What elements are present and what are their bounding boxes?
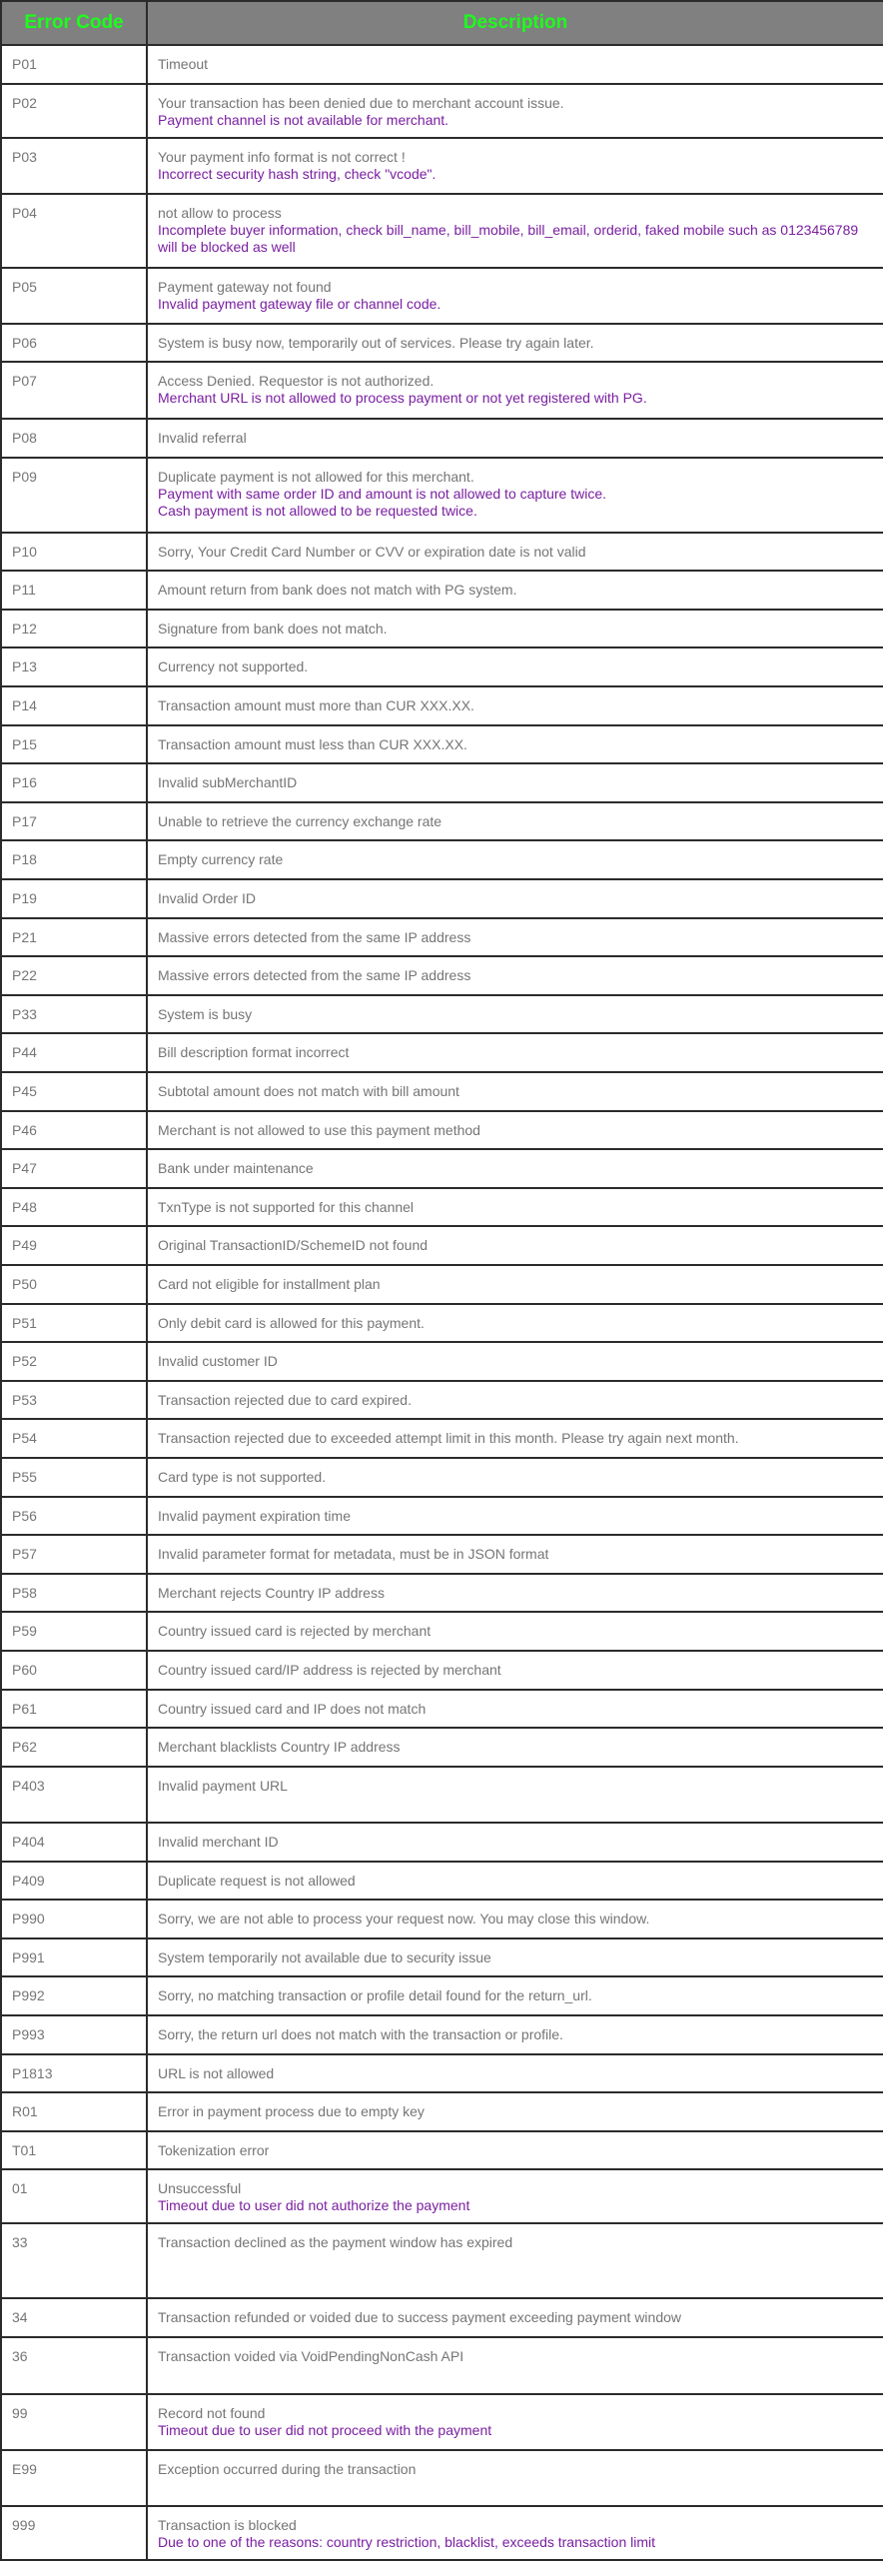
error-code-cell: P07 — [1, 362, 147, 419]
table-row — [1, 1304, 883, 1342]
error-code-cell: P60 — [1, 1651, 147, 1690]
description-detail-text: Timeout due to user did not proceed with the payment — [158, 2422, 492, 2438]
error-code-cell: P44 — [1, 1033, 147, 1072]
description-cell — [147, 647, 883, 686]
description-text: Invalid merchant ID — [158, 1834, 279, 1850]
description-cell — [147, 1823, 883, 1862]
error-code-cell: P49 — [1, 1226, 147, 1265]
error-code-cell: P404 — [1, 1823, 147, 1862]
table-row — [1, 1072, 883, 1111]
error-code-cell: P03 — [1, 138, 147, 194]
error-code-cell: P11 — [1, 571, 147, 610]
error-code-cell: P22 — [1, 956, 147, 995]
table-row — [1, 2298, 883, 2337]
description-text: Merchant is not allowed to use this payment method — [158, 1122, 480, 1138]
description-cell — [147, 956, 883, 995]
description-cell — [147, 2450, 883, 2506]
error-code-cell: P09 — [1, 458, 147, 533]
error-code-cell: P62 — [1, 1728, 147, 1767]
description-text: not allow to process — [158, 205, 282, 221]
description-text: Country issued card is rejected by merchant — [158, 1623, 432, 1639]
description-text: Country issued card and IP does not match — [158, 1701, 427, 1717]
table-row — [1, 763, 883, 802]
error-code-cell: 34 — [1, 2298, 147, 2337]
error-code-cell: P12 — [1, 610, 147, 647]
description-text: Empty currency rate — [158, 851, 284, 867]
description-text: Massive errors detected from the same IP address — [158, 967, 471, 983]
table-row — [1, 918, 883, 956]
description-text: Original TransactionID/SchemeID not found — [158, 1237, 429, 1253]
description-cell — [147, 362, 883, 419]
error-code-cell: P61 — [1, 1690, 147, 1728]
description-text: Card not eligible for installment plan — [158, 1276, 381, 1292]
table-row — [1, 1690, 883, 1728]
error-code-cell: P17 — [1, 802, 147, 840]
description-cell — [147, 2054, 883, 2092]
description-detail-text: Payment channel is not available for merchant. — [158, 112, 449, 128]
error-code-column-header: Error Code — [1, 1, 147, 45]
description-cell — [147, 2223, 883, 2298]
table-row — [1, 1823, 883, 1862]
table-row — [1, 419, 883, 458]
description-text: URL is not allowed — [158, 2065, 275, 2081]
description-text: Only debit card is allowed for this payment. — [158, 1315, 425, 1331]
error-code-cell: 36 — [1, 2337, 147, 2394]
table-row — [1, 533, 883, 571]
description-cell — [147, 1651, 883, 1690]
description-text: Transaction voided via VoidPendingNonCash API — [158, 2348, 464, 2364]
error-code-cell: P55 — [1, 1458, 147, 1497]
description-cell — [147, 2337, 883, 2394]
description-text: Transaction refunded or voided due to success payment exceeding payment window — [158, 2309, 682, 2325]
description-text: Bank under maintenance — [158, 1160, 314, 1176]
description-text: System is busy — [158, 1006, 253, 1022]
description-text: Transaction amount must less than CUR XXX.XX. — [158, 736, 467, 752]
description-cell — [147, 802, 883, 840]
error-code-cell: P33 — [1, 995, 147, 1033]
description-cell — [147, 2169, 883, 2223]
description-text: Exception occurred during the transaction — [158, 2461, 417, 2477]
error-code-cell: P51 — [1, 1304, 147, 1342]
error-code-cell: P403 — [1, 1767, 147, 1823]
description-text: Error in payment process due to empty key — [158, 2103, 425, 2119]
error-code-cell: P10 — [1, 533, 147, 571]
table-row — [1, 802, 883, 840]
description-cell — [147, 1497, 883, 1535]
description-text: Transaction declined as the payment window has expired — [158, 2234, 513, 2250]
description-cell — [147, 2506, 883, 2560]
table-row — [1, 2169, 883, 2223]
description-cell — [147, 1728, 883, 1767]
description-cell — [147, 1033, 883, 1072]
description-text: TxnType is not supported for this channel — [158, 1199, 415, 1215]
table-row — [1, 1226, 883, 1265]
description-cell — [147, 1767, 883, 1823]
table-row — [1, 1862, 883, 1900]
description-cell — [147, 1574, 883, 1612]
error-code-cell: P59 — [1, 1612, 147, 1651]
description-text: Payment gateway not found — [158, 279, 332, 295]
table-row — [1, 1342, 883, 1381]
table-row — [1, 45, 883, 84]
description-text: Subtotal amount does not match with bill amount — [158, 1083, 459, 1099]
description-cell — [147, 1342, 883, 1381]
description-text: Country issued card/IP address is rejected by merchant — [158, 1662, 501, 1678]
table-row — [1, 1149, 883, 1188]
description-text: Transaction is blocked — [158, 2517, 297, 2533]
table-row — [1, 324, 883, 362]
description-text: Unable to retrieve the currency exchange rate — [158, 813, 442, 829]
table-body — [1, 45, 883, 2560]
description-text: Invalid payment expiration time — [158, 1508, 351, 1524]
description-text: System temporarily not available due to security issue — [158, 1949, 491, 1965]
table-row — [1, 1419, 883, 1458]
description-text: Tokenization error — [158, 2142, 270, 2158]
table-row — [1, 647, 883, 686]
table-row — [1, 610, 883, 647]
table-row — [1, 2054, 883, 2092]
description-text: Merchant blacklists Country IP address — [158, 1739, 401, 1755]
description-text: Invalid customer ID — [158, 1353, 278, 1369]
error-code-cell: P991 — [1, 1938, 147, 1976]
description-cell — [147, 1072, 883, 1111]
table-row — [1, 1497, 883, 1535]
description-text: Invalid referral — [158, 430, 247, 446]
error-code-cell: P46 — [1, 1111, 147, 1149]
error-code-cell: P01 — [1, 45, 147, 84]
error-code-cell: P18 — [1, 840, 147, 879]
description-cell — [147, 1419, 883, 1458]
error-code-cell: T01 — [1, 2131, 147, 2169]
error-code-cell: P06 — [1, 324, 147, 362]
table-row — [1, 84, 883, 138]
header-row — [1, 1, 883, 45]
error-code-cell: P1813 — [1, 2054, 147, 2092]
table-row — [1, 1188, 883, 1226]
description-cell — [147, 1458, 883, 1497]
error-code-cell: P409 — [1, 1862, 147, 1900]
description-cell — [147, 1938, 883, 1976]
description-text: Sorry, no matching transaction or profile detail found for the return_url. — [158, 1987, 592, 2003]
error-code-cell: P50 — [1, 1265, 147, 1304]
description-text: Amount return from bank does not match with PG system. — [158, 582, 517, 598]
table-row — [1, 2092, 883, 2131]
error-code-cell: P993 — [1, 2015, 147, 2054]
error-code-cell: P58 — [1, 1574, 147, 1612]
description-cell — [147, 995, 883, 1033]
description-text: Invalid subMerchantID — [158, 774, 298, 790]
table-row — [1, 2450, 883, 2506]
table-row — [1, 1651, 883, 1690]
description-text: Transaction rejected due to exceeded attempt limit in this month. Please try again next month. — [158, 1430, 739, 1446]
table-row — [1, 1900, 883, 1938]
description-text: Invalid parameter format for metadata, must be in JSON format — [158, 1546, 549, 1562]
error-code-cell: P57 — [1, 1535, 147, 1574]
error-code-cell: P47 — [1, 1149, 147, 1188]
description-cell — [147, 2131, 883, 2169]
table-row — [1, 1111, 883, 1149]
description-cell — [147, 1862, 883, 1900]
description-text: Merchant rejects Country IP address — [158, 1585, 385, 1601]
table-row — [1, 1976, 883, 2015]
description-cell — [147, 2092, 883, 2131]
table-header — [1, 1, 883, 45]
error-code-cell: E99 — [1, 2450, 147, 2506]
table-row — [1, 1033, 883, 1072]
table-row — [1, 1612, 883, 1651]
description-column-header: Description — [147, 1, 883, 45]
description-cell — [147, 1690, 883, 1728]
error-code-cell: 999 — [1, 2506, 147, 2560]
description-cell — [147, 1265, 883, 1304]
description-cell — [147, 686, 883, 725]
error-code-cell: R01 — [1, 2092, 147, 2131]
description-cell — [147, 1226, 883, 1265]
table-row — [1, 1535, 883, 1574]
description-detail-text: Invalid payment gateway file or channel code. — [158, 296, 442, 312]
description-text: Card type is not supported. — [158, 1469, 327, 1485]
description-text: Sorry, we are not able to process your request now. You may close this window. — [158, 1911, 650, 1927]
table-row — [1, 879, 883, 918]
description-cell — [147, 2394, 883, 2450]
description-cell — [147, 268, 883, 324]
error-code-cell: P15 — [1, 725, 147, 763]
description-text: Currency not supported. — [158, 658, 309, 674]
description-detail-text: Incorrect security hash string, check "vcode". — [158, 166, 437, 182]
error-code-cell: P05 — [1, 268, 147, 324]
description-text: Invalid payment URL — [158, 1778, 288, 1794]
error-code-cell: P53 — [1, 1381, 147, 1419]
error-code-cell: P14 — [1, 686, 147, 725]
description-cell — [147, 84, 883, 138]
description-cell — [147, 2298, 883, 2337]
description-text: Your payment info format is not correct ! — [158, 149, 406, 165]
error-code-cell: P54 — [1, 1419, 147, 1458]
table-row — [1, 1574, 883, 1612]
table-row — [1, 1458, 883, 1497]
table-row — [1, 1728, 883, 1767]
description-cell — [147, 725, 883, 763]
table-row — [1, 194, 883, 268]
table-row — [1, 725, 883, 763]
description-text: Sorry, the return url does not match with the transaction or profile. — [158, 2026, 563, 2042]
description-text: Duplicate request is not allowed — [158, 1873, 356, 1889]
description-text: Record not found — [158, 2405, 266, 2421]
description-text: Massive errors detected from the same IP address — [158, 929, 471, 945]
table-row — [1, 995, 883, 1033]
description-cell — [147, 918, 883, 956]
description-text: Transaction rejected due to card expired. — [158, 1392, 412, 1408]
table-row — [1, 2131, 883, 2169]
error-code-cell: P56 — [1, 1497, 147, 1535]
description-cell — [147, 1381, 883, 1419]
error-code-cell: P52 — [1, 1342, 147, 1381]
description-detail-text: Timeout due to user did not authorize the payment — [158, 2197, 470, 2213]
table-row — [1, 840, 883, 879]
description-text: Duplicate payment is not allowed for this merchant. — [158, 469, 474, 485]
description-cell — [147, 45, 883, 84]
description-cell — [147, 1149, 883, 1188]
table-row — [1, 458, 883, 533]
description-cell — [147, 1976, 883, 2015]
description-cell — [147, 324, 883, 362]
error-code-cell: P16 — [1, 763, 147, 802]
error-code-cell: P48 — [1, 1188, 147, 1226]
table-row — [1, 2337, 883, 2394]
description-cell — [147, 138, 883, 194]
description-cell — [147, 571, 883, 610]
table-row — [1, 686, 883, 725]
error-code-cell: P21 — [1, 918, 147, 956]
table-row — [1, 2394, 883, 2450]
description-text: Invalid Order ID — [158, 890, 257, 906]
error-code-cell: 99 — [1, 2394, 147, 2450]
table-row — [1, 1767, 883, 1823]
description-detail-text: Merchant URL is not allowed to process payment or not yet registered with PG. — [158, 390, 647, 406]
description-detail-text: Incomplete buyer information, check bill_name, bill_mobile, bill_email, orderid, faked mobile such as 0123456789 will be blocked as well — [158, 222, 859, 255]
error-code-cell: P08 — [1, 419, 147, 458]
description-text: Bill description format incorrect — [158, 1044, 350, 1060]
table-row — [1, 1938, 883, 1976]
description-text: Transaction amount must more than CUR XXX.XX. — [158, 697, 474, 713]
error-code-cell: P992 — [1, 1976, 147, 2015]
description-cell — [147, 1535, 883, 1574]
description-cell — [147, 1900, 883, 1938]
table-row — [1, 1381, 883, 1419]
table-row — [1, 571, 883, 610]
description-cell — [147, 1612, 883, 1651]
table-row — [1, 362, 883, 419]
description-text: System is busy now, temporarily out of services. Please try again later. — [158, 335, 594, 351]
description-cell — [147, 840, 883, 879]
table-row — [1, 138, 883, 194]
table-row — [1, 2015, 883, 2054]
description-detail-text: Payment with same order ID and amount is not allowed to capture twice. — [158, 486, 606, 502]
description-text: Unsuccessful — [158, 2180, 242, 2196]
description-cell — [147, 763, 883, 802]
error-code-cell: P04 — [1, 194, 147, 268]
error-code-cell: P13 — [1, 647, 147, 686]
error-code-cell: P990 — [1, 1900, 147, 1938]
description-detail-text: Cash payment is not allowed to be requested twice. — [158, 503, 477, 519]
table-row — [1, 268, 883, 324]
error-code-cell: 01 — [1, 2169, 147, 2223]
description-text: Signature from bank does not match. — [158, 621, 388, 637]
table-row — [1, 956, 883, 995]
error-code-cell: P19 — [1, 879, 147, 918]
description-cell — [147, 1188, 883, 1226]
description-text: Access Denied. Requestor is not authorized. — [158, 373, 435, 389]
error-code-cell: P45 — [1, 1072, 147, 1111]
error-code-cell: P02 — [1, 84, 147, 138]
description-cell — [147, 458, 883, 533]
description-text: Sorry, Your Credit Card Number or CVV or expiration date is not valid — [158, 544, 586, 560]
description-cell — [147, 879, 883, 918]
table-row — [1, 2506, 883, 2560]
description-text: Your transaction has been denied due to merchant account issue. — [158, 95, 564, 111]
description-detail-text: Due to one of the reasons: country restriction, blacklist, exceeds transaction limit — [158, 2534, 656, 2550]
description-cell — [147, 1304, 883, 1342]
description-cell — [147, 2015, 883, 2054]
description-cell — [147, 610, 883, 647]
error-code-cell: 33 — [1, 2223, 147, 2298]
table-row — [1, 1265, 883, 1304]
description-cell — [147, 1111, 883, 1149]
description-text: Timeout — [158, 56, 209, 72]
description-cell — [147, 194, 883, 268]
description-cell — [147, 533, 883, 571]
description-cell — [147, 419, 883, 458]
table-row — [1, 2223, 883, 2298]
